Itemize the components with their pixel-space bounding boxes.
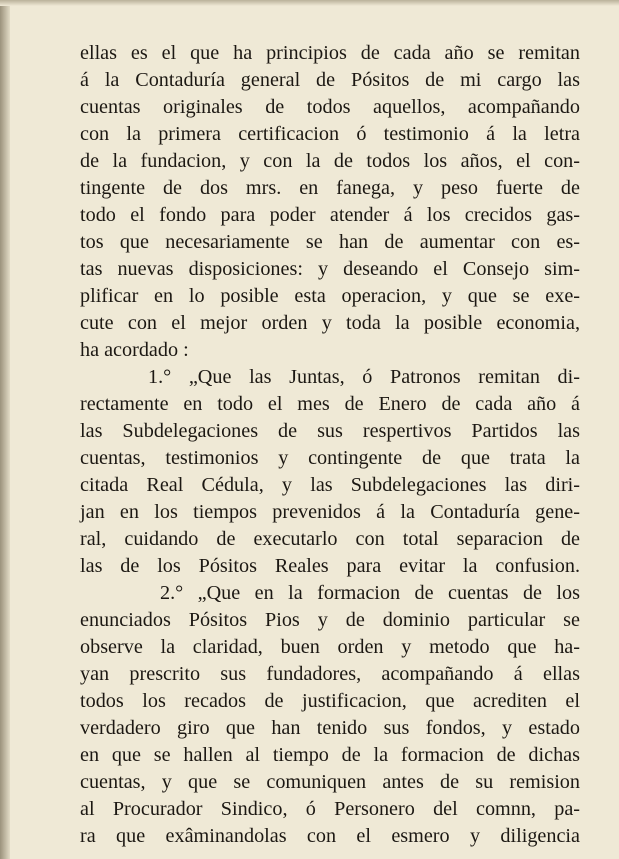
article-2: [80, 580, 580, 850]
text-line: ral, cuidando de executarlo con total separacion de: [80, 528, 580, 550]
text-line: jan en los tiempos prevenidos á la Contaduría gene-: [80, 501, 580, 523]
text-line: tingente de dos mrs. en fanega, y peso fuerte de: [80, 177, 580, 199]
article-1: [80, 364, 580, 580]
text-line: cute con el mejor orden y toda la posible economia,: [80, 312, 580, 334]
text-line: enunciados Pósitos Pios y de dominio particular se: [80, 609, 580, 631]
text-line: tas nuevas disposiciones: y deseando el Consejo sim-: [80, 258, 580, 280]
text-line: al Procurador Sindico, ó Personero del comnn, pa-: [80, 798, 580, 820]
page-gutter-shadow: [0, 0, 10, 859]
text-line: cuentas, testimonios y contingente de que trata la: [80, 447, 580, 469]
text-line: á la Contaduría general de Pósitos de mi cargo las: [80, 69, 580, 91]
text-line: tos que necesariamente se han de aumentar con es-: [80, 231, 580, 253]
page-text: [80, 40, 580, 850]
text-line: citada Real Cédula, y las Subdelegaciones las diri-: [80, 474, 580, 496]
text-line: ha acordado :: [80, 339, 189, 361]
text-line: todos los recados de justificacion, que acrediten el: [80, 690, 580, 712]
page-top-shadow: [0, 0, 619, 6]
text-line: las de los Pósitos Reales para evitar la confusion.: [80, 555, 580, 577]
text-line: las Subdelegaciones de sus respertivos Partidos las: [80, 420, 580, 442]
text-line: en que se hallen al tiempo de la formacion de dichas: [80, 744, 580, 766]
text-line: rectamente en todo el mes de Enero de cada año á: [80, 393, 580, 415]
text-line: cuentas originales de todos aquellos, acompañando: [80, 96, 580, 118]
article-1-heading-line: 1.° „Que las Juntas, ó Patronos remitan di-: [148, 366, 580, 388]
text-line: con la primera certificacion ó testimonio á la letra: [80, 123, 580, 145]
text-line: ellas es el que ha principios de cada año se remitan: [80, 42, 580, 64]
text-line: ra que exâminandolas con el esmero y diligencia: [80, 825, 580, 847]
text-line: plificar en lo posible esta operacion, y que se exe-: [80, 285, 580, 307]
text-line: cuentas, y que se comuniquen antes de su remision: [80, 771, 580, 793]
text-line: yan prescrito sus fundadores, acompañando á ellas: [80, 663, 580, 685]
article-2-heading-line: 2.° „Que en la formacion de cuentas de los: [160, 582, 580, 604]
text-line: de la fundacion, y con la de todos los años, el con-: [80, 150, 580, 172]
text-line: todo el fondo para poder atender á los crecidos gas-: [80, 204, 580, 226]
text-line: verdadero giro que han tenido sus fondos, y estado: [80, 717, 580, 739]
paragraph-intro: [80, 40, 580, 364]
text-line: observe la claridad, buen orden y metodo que ha-: [80, 636, 580, 658]
